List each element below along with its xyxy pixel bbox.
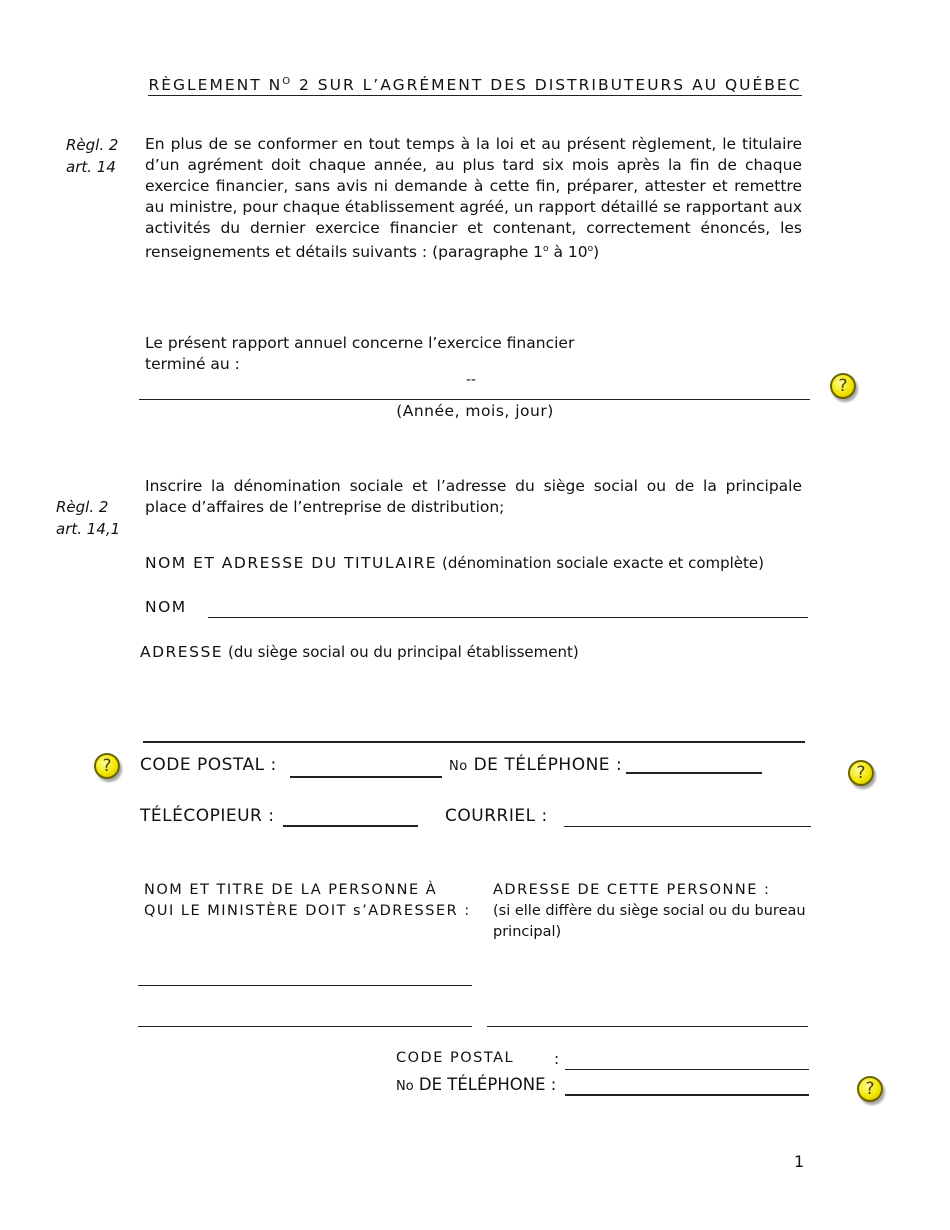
contact-person-name-line-1[interactable] xyxy=(138,985,472,986)
report-period-label: Le présent rapport annuel concerne l’exercice financier terminé au : xyxy=(145,334,575,373)
report-period-caption: (Année, mois, jour) xyxy=(396,402,554,420)
contact-person-postal-line[interactable] xyxy=(565,1069,809,1070)
fax-label: TÉLÉCOPIEUR : xyxy=(140,806,275,826)
help-icon[interactable]: ? xyxy=(857,1076,883,1102)
regulation-reference-14: Règl. 2 art. 14 xyxy=(66,136,119,176)
help-icon[interactable]: ? xyxy=(830,373,856,399)
address-input[interactable] xyxy=(145,668,803,738)
address-heading: ADRESSE (du siège social ou du principal établissement) xyxy=(140,643,579,661)
contact-person-address-heading: ADRESSE DE CETTE PERSONNE : (si elle diffère du siège social ou du bureau principal) xyxy=(493,882,806,940)
phone-line xyxy=(626,772,762,774)
phone-label: No DE TÉLÉPHONE : xyxy=(449,755,623,775)
help-icon[interactable]: ? xyxy=(94,753,120,779)
report-period-date-line[interactable] xyxy=(139,399,810,400)
help-icon[interactable]: ? xyxy=(848,760,874,786)
contact-person-postal-label: CODE POSTAL xyxy=(396,1050,515,1066)
contact-person-address-line[interactable] xyxy=(487,1026,808,1027)
email-label: COURRIEL : xyxy=(445,806,548,826)
contact-person-phone-label: No DE TÉLÉPHONE : xyxy=(396,1075,557,1094)
postal-code-label: CODE POSTAL : xyxy=(140,755,277,775)
document-title: RÈGLEMENT $N^O$ 2 SUR L’AGRÉMENT DES DISTRIBUTEURS AU QUÉBEC xyxy=(148,76,802,95)
fax-line xyxy=(283,825,418,827)
contact-person-name-heading: NOM ET TITRE DE LA PERSONNE À QUI LE MINISTÈRE DOIT s’ADRESSER : xyxy=(144,882,471,919)
postal-code-line xyxy=(290,776,442,778)
page-number: 1 xyxy=(794,1152,805,1171)
section2-paragraph: Inscrire la dénomination sociale et l’adresse du siège social ou de la principale place d’affaires de l’entreprise de distribution; xyxy=(145,477,802,516)
report-period-date-value[interactable]: -- xyxy=(466,372,477,388)
holder-heading: NOM ET ADRESSE DU TITULAIRE (dénomination sociale exacte et complète) xyxy=(145,554,764,572)
contact-person-postal-colon: : xyxy=(554,1050,560,1068)
name-input-line xyxy=(208,617,808,618)
contact-person-phone-line[interactable] xyxy=(565,1094,809,1096)
section1-paragraph: En plus de se conformer en tout temps à la loi et au présent règlement, le titulaire d’un agrément doit chaque année, au plus tard six mois après la fin de chaque exercice financier, sans avis ni demande à cette fin, préparer, attester et remettre au ministre, pour chaque établissement agréé, un rapport détaillé se rapportant aux activités du dernier exercice financier et contenant, correctement énoncés, les renseignements et détails suivants : (paragraphe 1$^o$ à 10$^o$) xyxy=(145,135,802,262)
contact-person-name-line-2[interactable] xyxy=(138,1026,472,1027)
regulation-reference-14-1: Règl. 2 art. 14,1 xyxy=(56,498,121,538)
email-line xyxy=(564,826,811,827)
address-input-line xyxy=(143,741,805,743)
name-label: NOM xyxy=(145,598,187,616)
